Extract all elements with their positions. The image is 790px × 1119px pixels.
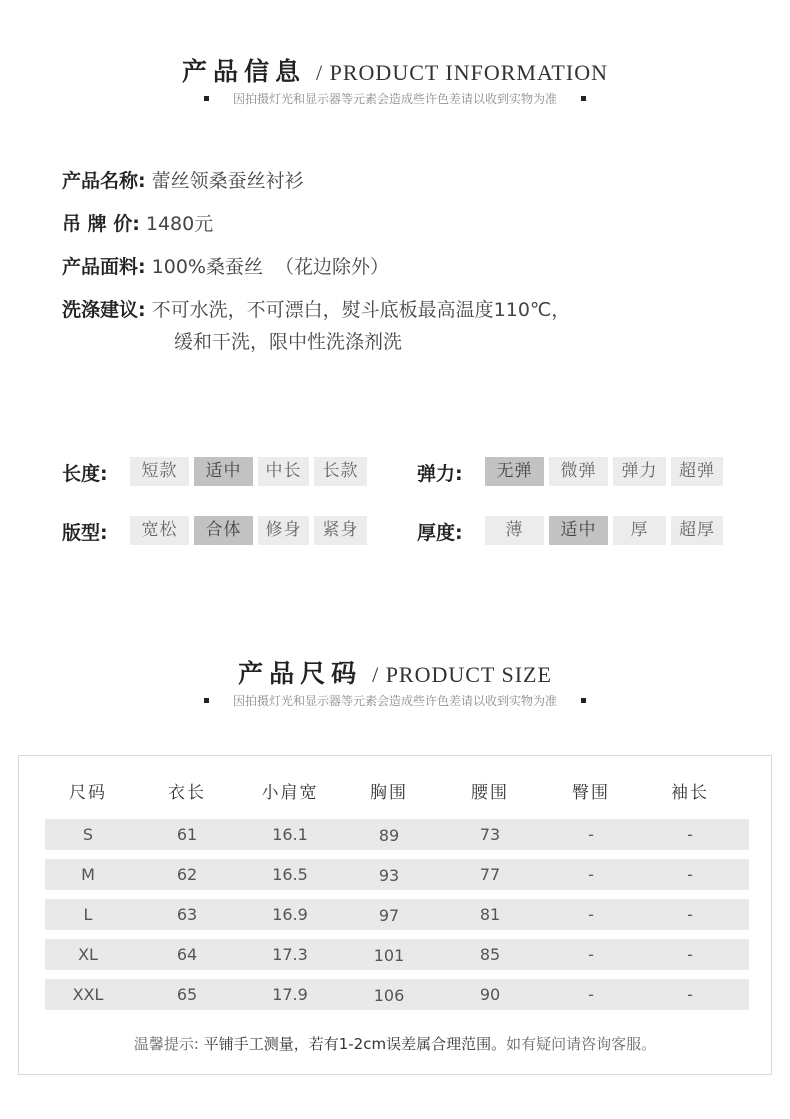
- price-label: 吊 牌 价:: [62, 213, 140, 235]
- table-cell: 63: [176, 905, 198, 924]
- note-prefix: 温馨提示:: [133, 1035, 199, 1053]
- note-text: 平铺手工测量，若有1-2cm误差属合理范围。: [203, 1035, 507, 1053]
- size-title-en: / PRODUCT SIZE: [372, 662, 552, 687]
- table-cell: 16.9: [272, 905, 308, 924]
- square-bullet-icon: [581, 698, 586, 703]
- table-header-size: 尺码: [69, 783, 107, 803]
- table-cell: 73: [479, 825, 501, 844]
- table-cell: 97: [378, 906, 400, 925]
- table-cell: 61: [176, 825, 198, 844]
- table-cell: 93: [378, 866, 400, 885]
- fabric-value: 100%桑蚕丝 （花边除外）: [151, 256, 390, 278]
- info-section-title: [0, 52, 790, 88]
- fit-label: 版型:: [62, 522, 108, 544]
- name-label: 产品名称:: [62, 170, 146, 192]
- measurement-note: [0, 1033, 790, 1054]
- size-subtitle-text: 因拍摄灯光和显示器等元素会造成些许色差请以收到实物为准: [232, 694, 557, 708]
- fit-option-tight[interactable]: 紧身: [314, 516, 367, 545]
- length-label: 长度:: [62, 463, 108, 485]
- table-header-length: 衣长: [168, 783, 206, 803]
- table-cell: 77: [479, 865, 501, 884]
- info-title-en: / PRODUCT INFORMATION: [316, 60, 608, 85]
- table-cell: 85: [479, 945, 501, 964]
- table-cell: 65: [176, 985, 198, 1004]
- info-row-wash: [62, 295, 570, 322]
- info-row-fabric: [62, 252, 389, 279]
- table-cell: -: [588, 945, 594, 964]
- thickness-label: 厚度:: [417, 522, 463, 544]
- thickness-option-extra-thick[interactable]: 超厚: [671, 516, 723, 545]
- fit-option-slim[interactable]: 修身: [258, 516, 309, 545]
- table-cell: -: [588, 825, 594, 844]
- table-cell: 17.9: [272, 985, 308, 1004]
- table-cell: S: [82, 825, 94, 844]
- table-cell: 89: [378, 826, 400, 845]
- table-cell: 16.5: [272, 865, 308, 884]
- name-value: 蕾丝领桑蚕丝衬衫: [151, 170, 304, 192]
- table-cell: 64: [176, 945, 198, 964]
- length-option-short[interactable]: 短款: [130, 457, 189, 486]
- square-bullet-icon: [204, 96, 209, 101]
- info-row-name: [62, 166, 304, 193]
- fit-option-regular[interactable]: 合体: [194, 516, 253, 545]
- table-cell: 106: [373, 986, 405, 1005]
- table-cell: -: [588, 865, 594, 884]
- info-subtitle-text: 因拍摄灯光和显示器等元素会造成些许色差请以收到实物为准: [232, 92, 557, 106]
- table-cell: 62: [176, 865, 198, 884]
- table-cell: -: [588, 985, 594, 1004]
- square-bullet-icon: [581, 96, 586, 101]
- table-cell: 81: [479, 905, 501, 924]
- table-cell: 101: [373, 946, 405, 965]
- table-header-hip: 臀围: [572, 783, 610, 803]
- table-cell: 16.1: [272, 825, 308, 844]
- wash-line-2: 缓和干洗，限中性洗涤剂洗: [174, 331, 403, 353]
- elasticity-option-slight[interactable]: 微弹: [549, 457, 608, 486]
- elasticity-option-super[interactable]: 超弹: [671, 457, 723, 486]
- table-cell: -: [687, 865, 693, 884]
- fit-option-loose[interactable]: 宽松: [130, 516, 189, 545]
- elasticity-option-stretch[interactable]: 弹力: [613, 457, 666, 486]
- table-header-waist: 腰围: [471, 783, 509, 803]
- length-option-long[interactable]: 长款: [314, 457, 367, 486]
- table-cell: -: [687, 985, 693, 1004]
- note-suffix: 如有疑问请咨询客服。: [506, 1035, 657, 1053]
- table-cell: XL: [78, 945, 98, 964]
- wash-label: 洗涤建议:: [62, 299, 146, 321]
- size-section-subtitle: [0, 692, 790, 709]
- table-cell: XXL: [72, 985, 104, 1004]
- elasticity-option-none[interactable]: 无弹: [485, 457, 544, 486]
- table-cell: L: [83, 905, 93, 924]
- table-header-bust: 胸围: [370, 783, 408, 803]
- wash-line-1: 不可水洗，不可漂白，熨斗底板最高温度110℃，: [151, 299, 571, 321]
- info-title-cn: 产品信息: [182, 57, 307, 86]
- table-header-shoulder: 小肩宽: [261, 783, 319, 803]
- table-cell: 17.3: [272, 945, 308, 964]
- table-cell: M: [81, 865, 95, 884]
- fabric-label: 产品面料:: [62, 256, 146, 278]
- table-cell: -: [687, 905, 693, 924]
- price-value: 1480元: [145, 213, 214, 235]
- length-option-medium[interactable]: 适中: [194, 457, 253, 486]
- table-cell: -: [588, 905, 594, 924]
- info-row-price: [62, 209, 213, 236]
- table-header-sleeve: 袖长: [671, 783, 709, 803]
- size-title-cn: 产品尺码: [238, 659, 363, 688]
- thickness-option-medium[interactable]: 适中: [549, 516, 608, 545]
- thickness-option-thick[interactable]: 厚: [613, 516, 666, 545]
- thickness-option-thin[interactable]: 薄: [485, 516, 544, 545]
- square-bullet-icon: [204, 698, 209, 703]
- elasticity-label: 弹力:: [417, 463, 463, 485]
- table-cell: 90: [479, 985, 501, 1004]
- size-section-title: [0, 654, 790, 690]
- table-cell: -: [687, 945, 693, 964]
- info-section-subtitle: [0, 90, 790, 107]
- table-cell: -: [687, 825, 693, 844]
- length-option-midlong[interactable]: 中长: [258, 457, 309, 486]
